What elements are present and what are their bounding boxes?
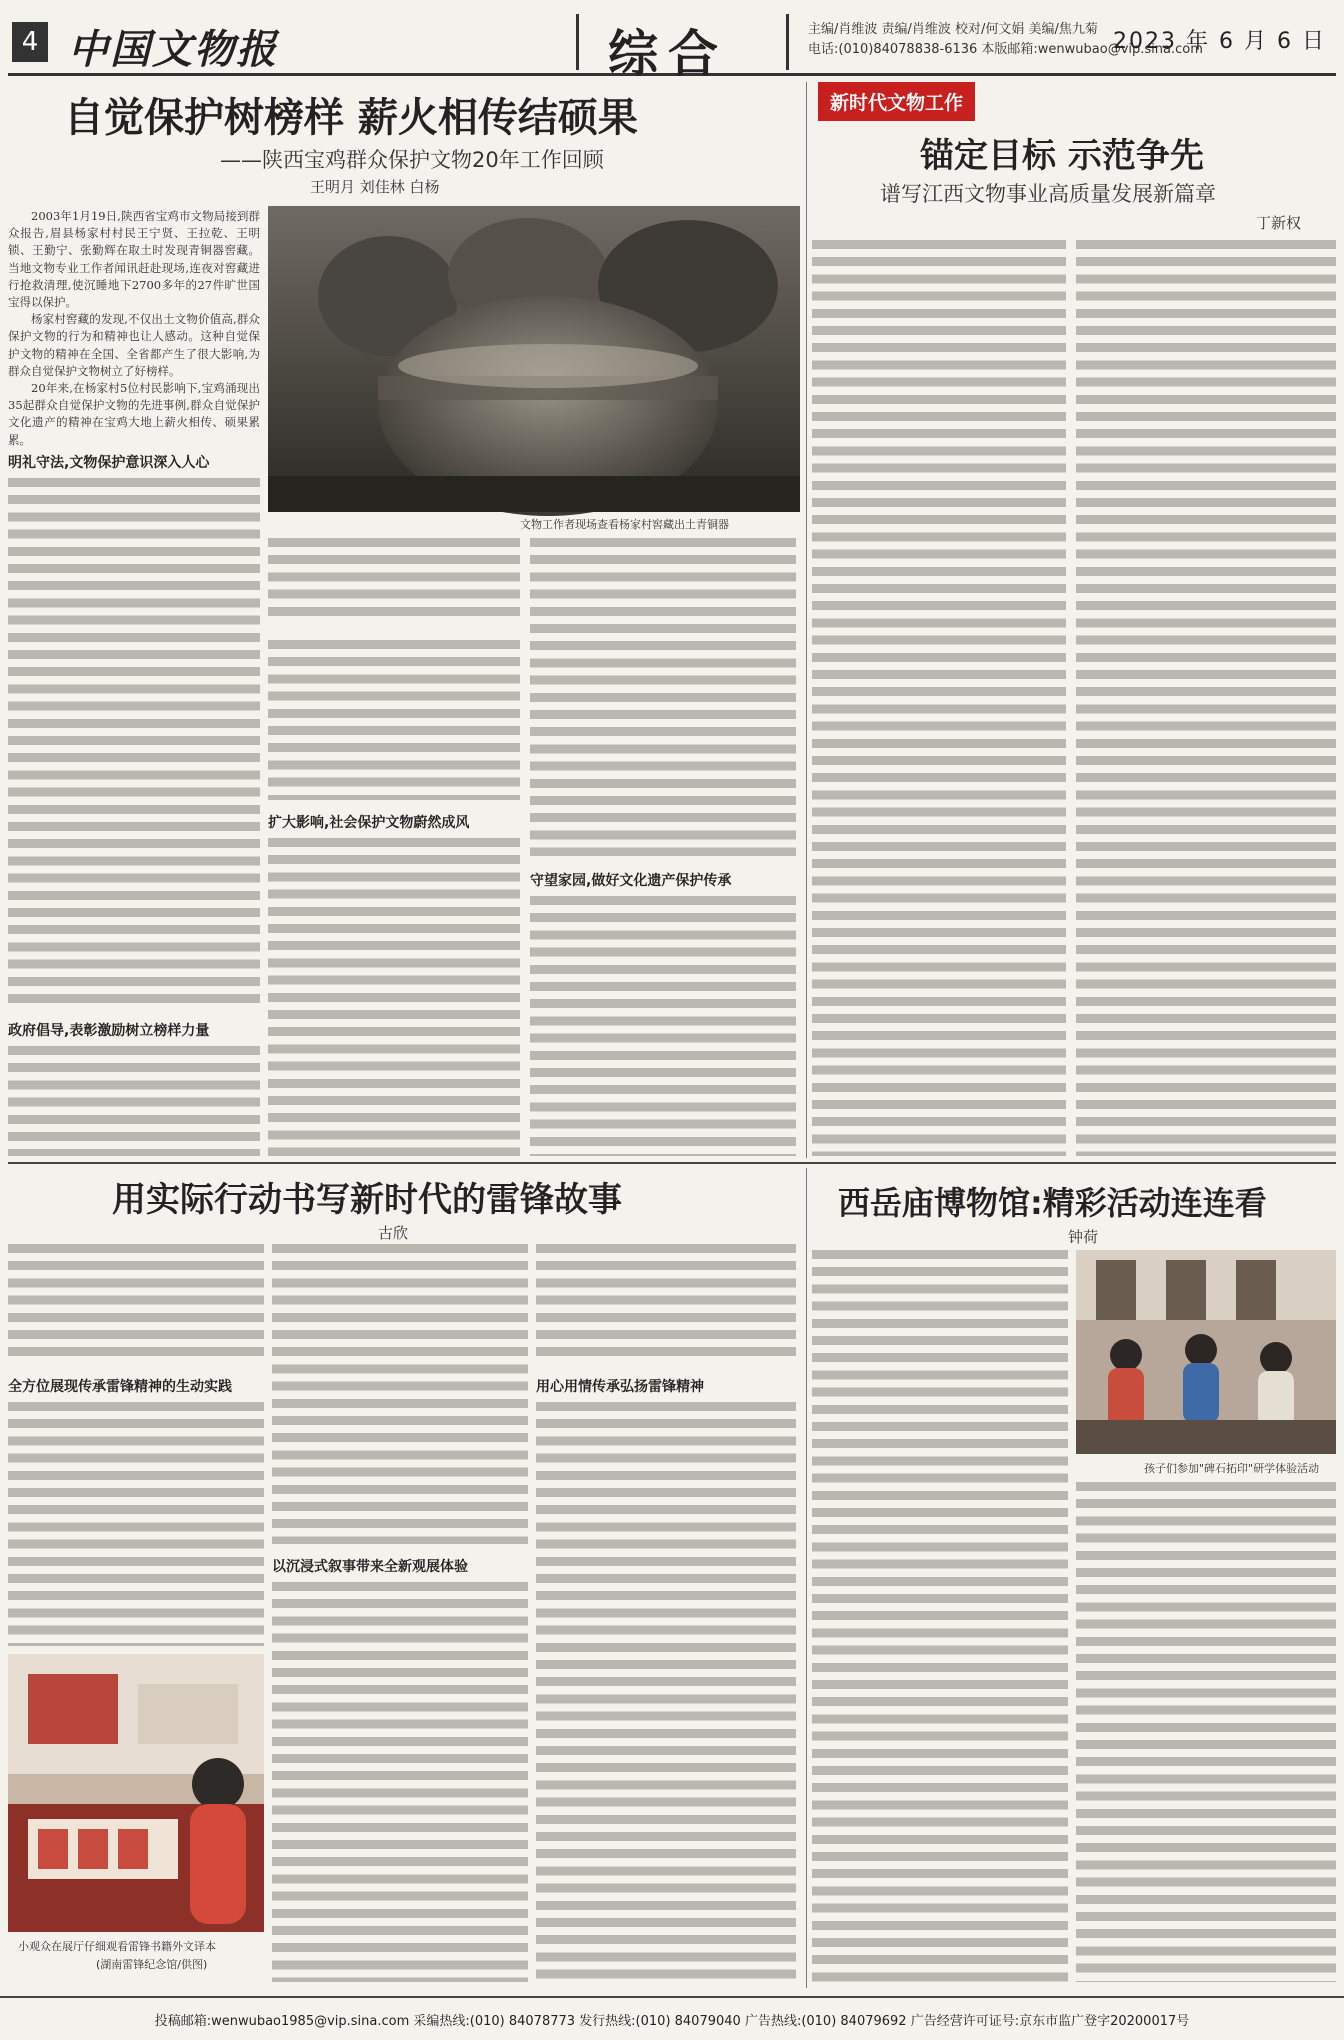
editors-line: 主编/肖维波 责编/肖维波 校对/何文娟 美编/焦九菊 [808, 22, 1098, 37]
page-footer: 投稿邮箱:wenwubao1985@vip.sina.com 采编热线:(010) 84078773 发行热线:(010) 84079040 广告热线:(010) 84079692 广告经营许可证号:京东市监广登字20200017号 [0, 1996, 1344, 2040]
contact-line: 电话:(010)84078838-6136 本版邮箱:wenwubao@vip.sina.com [808, 42, 1203, 57]
exhibition-photo [8, 1654, 264, 1932]
body-text-block [8, 1046, 260, 1156]
body-text-block [530, 896, 796, 1156]
body-text-block [530, 538, 796, 856]
masthead-divider [576, 14, 579, 70]
body-text-block [272, 1582, 528, 1982]
rubbing-activity-photo [1076, 1250, 1336, 1454]
photo-caption: 孩子们参加"碑石拓印"研学体验活动 [1144, 1462, 1320, 1475]
body-text-block [268, 838, 520, 1156]
bronze-excavation-photo [268, 206, 800, 512]
article-subtitle: ——陕西宝鸡群众保护文物20年工作回顾 [220, 148, 604, 172]
body-text-block [1076, 1482, 1336, 1982]
section-title: 综合 [608, 25, 728, 83]
column-divider [806, 1168, 807, 1988]
article-byline: 古欣 [378, 1224, 409, 1242]
article-title: 用实际行动书写新时代的雷锋故事 [112, 1180, 622, 1220]
section-divider [8, 1162, 1336, 1164]
body-text-block [8, 478, 260, 1008]
article-title: 自觉保护树榜样 薪火相传结硕果 [64, 95, 638, 141]
photo-credit: (湖南雷锋纪念馆/供图) [96, 1958, 208, 1971]
photo-caption: 小观众在展厅仔细观看雷锋书籍外文译本 [18, 1940, 216, 1953]
body-text-block [536, 1402, 796, 1982]
page-number: 4 [12, 22, 48, 62]
body-text-block [1076, 240, 1336, 1156]
paragraph: 20年来,在杨家村5位村民影响下,宝鸡涌现出35起群众自觉保护文物的先进事例,群众自觉保护文化遗产的精神在宝鸡大地上薪火相传、硕果累累。 [8, 381, 260, 447]
body-text-block [8, 1402, 264, 1646]
issue-date: 2023 年 6 月 6 日 [1113, 29, 1326, 54]
article-title: 锚定目标 示范争先 [920, 136, 1204, 176]
body-text-block [272, 1244, 528, 1544]
news-photo [8, 1654, 264, 1932]
column-divider [806, 82, 807, 1158]
body-text-block [8, 1244, 264, 1364]
section-subhead: 守望家园,做好文化遗产保护传承 [530, 873, 732, 889]
section-tag: 新时代文物工作 [818, 82, 975, 121]
news-photo [1076, 1250, 1336, 1454]
masthead [8, 10, 1336, 83]
article-byline: 王明月 刘佳林 白杨 [310, 178, 440, 196]
article-byline: 丁新权 [1256, 214, 1302, 232]
article-title: 西岳庙博物馆:精彩活动连连看 [838, 1184, 1267, 1222]
body-text-block [812, 240, 1066, 1156]
masthead-divider [786, 14, 789, 70]
section-subhead: 政府倡导,表彰激励树立榜样力量 [8, 1023, 210, 1039]
photo-caption: 文物工作者现场查看杨家村窖藏出土青铜器 [520, 518, 729, 531]
section-subhead: 明礼守法,文物保护意识深入人心 [8, 455, 210, 471]
body-text-block [812, 1250, 1068, 1982]
paragraph: 2003年1月19日,陕西省宝鸡市文物局接到群众报告,眉县杨家村村民王宁贤、王拉乾、王明锁、王勤宁、张勤辉在取土时发现青铜器窖藏。当地文物专业工作者闻讯赶赴现场,连夜对窖藏进行抢救清理,使沉睡地下2700多年的27件旷世国宝得以保护。 [8, 209, 260, 310]
article-subtitle: 谱写江西文物事业高质量发展新篇章 [880, 182, 1216, 206]
section-subhead: 全方位展现传承雷锋精神的生动实践 [8, 1379, 232, 1395]
body-text-block [536, 1244, 796, 1364]
newspaper-logo: 中国文物报 [68, 26, 278, 73]
news-photo [268, 206, 800, 512]
section-subhead: 扩大影响,社会保护文物蔚然成风 [268, 815, 470, 831]
article-body [8, 208, 260, 447]
body-text-block [268, 640, 520, 800]
paragraph: 杨家村窖藏的发现,不仅出土文物价值高,群众保护文物的行为和精神也让人感动。这种自觉保护文物的精神在全国、全省都产生了很大影响,为群众自觉保护文物树立了好榜样。 [8, 312, 260, 378]
section-subhead: 用心用情传承弘扬雷锋精神 [536, 1379, 704, 1395]
article-byline: 钟荷 [1068, 1228, 1099, 1246]
body-text-block [268, 538, 520, 622]
section-subhead: 以沉浸式叙事带来全新观展体验 [272, 1559, 468, 1575]
